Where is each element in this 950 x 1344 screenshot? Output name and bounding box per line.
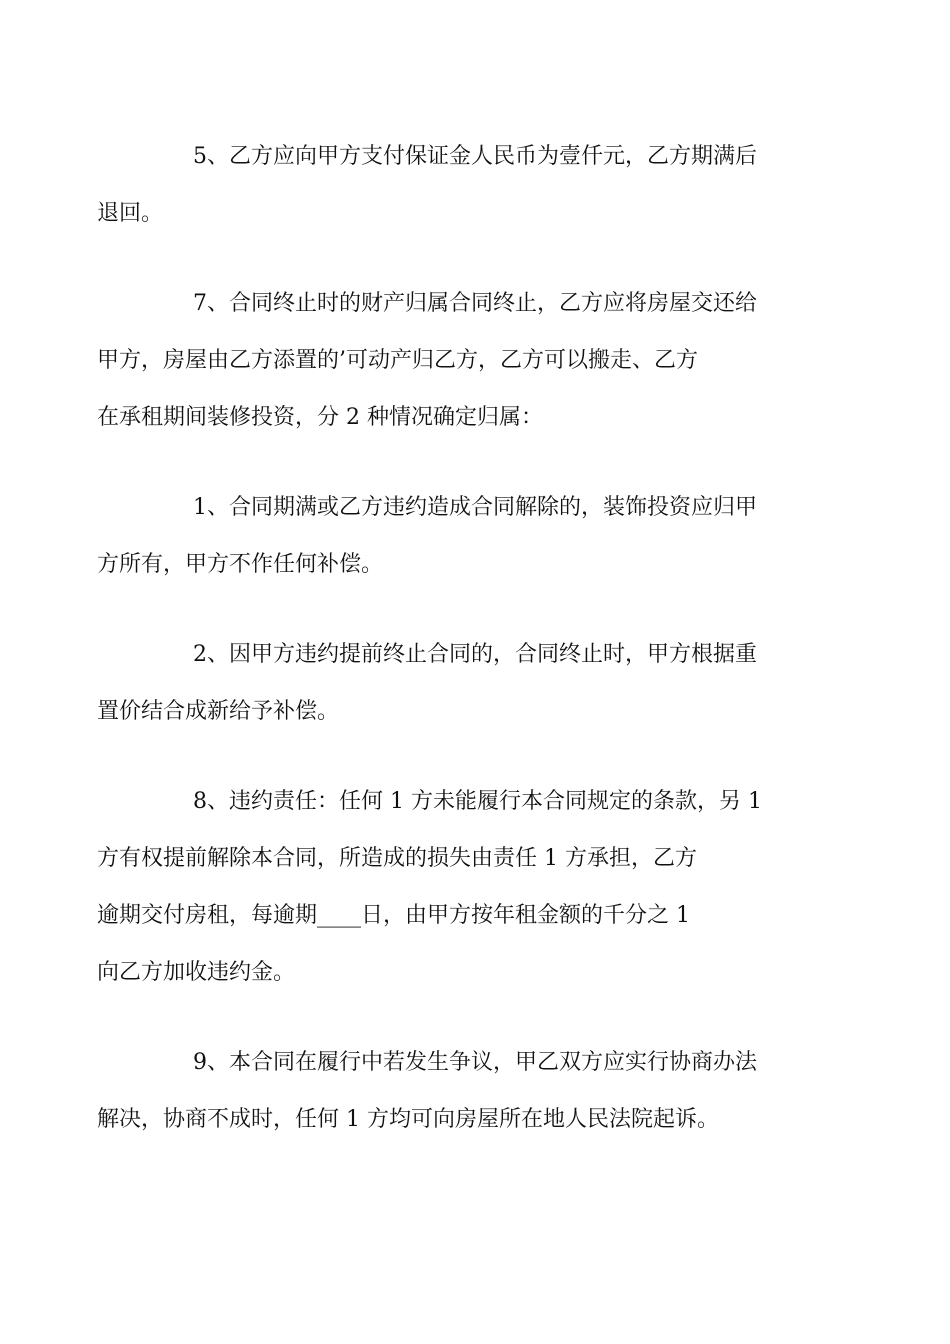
paragraph-9 [97, 1034, 807, 1148]
text-line: 方有权提前解除本合同，所造成的损失由责任 1 方承担，乙方 [97, 846, 697, 871]
text-line: 方所有，甲方不作任何补偿。 [97, 552, 384, 577]
text-line: 8、违约责任：任何 1 方未能履行本合同规定的条款，另 1 [193, 789, 762, 814]
text-line: 置价结合成新给予补偿。 [97, 699, 340, 724]
text-line: 向乙方加收违约金。 [97, 960, 296, 985]
text-line: 2、因甲方违约提前终止合同的，合同终止时，甲方根据重 [193, 642, 757, 667]
paragraph-7-2 [97, 626, 807, 740]
text-line: 1、合同期满或乙方违约造成合同解除的，装饰投资应归甲 [193, 495, 757, 520]
text-line: 在承租期间装修投资，分 2 种情况确定归属： [97, 405, 543, 430]
paragraph-5 [97, 128, 807, 242]
text-line: 9、本合同在履行中若发生争议，甲乙双方应实行协商办法 [193, 1050, 757, 1075]
paragraph-8 [97, 773, 807, 1001]
text-line: 退回。 [97, 201, 164, 226]
text-line: 7、合同终止时的财产归属合同终止，乙方应将房屋交还给 [193, 291, 757, 316]
text-line: 5、乙方应向甲方支付保证金人民币为壹仟元，乙方期满后 [193, 144, 757, 169]
document-body [97, 128, 807, 1181]
text-line: 逾期交付房租，每逾期____日，由甲方按年租金额的千分之 1 [97, 903, 690, 928]
text-line: 解决，协商不成时，任何 1 方均可向房屋所在地人民法院起诉。 [97, 1107, 719, 1132]
text-line: 甲方，房屋由乙方添置的’可动产归乙方，乙方可以搬走、乙方 [97, 348, 698, 373]
paragraph-7-1 [97, 479, 807, 593]
paragraph-7 [97, 275, 807, 446]
